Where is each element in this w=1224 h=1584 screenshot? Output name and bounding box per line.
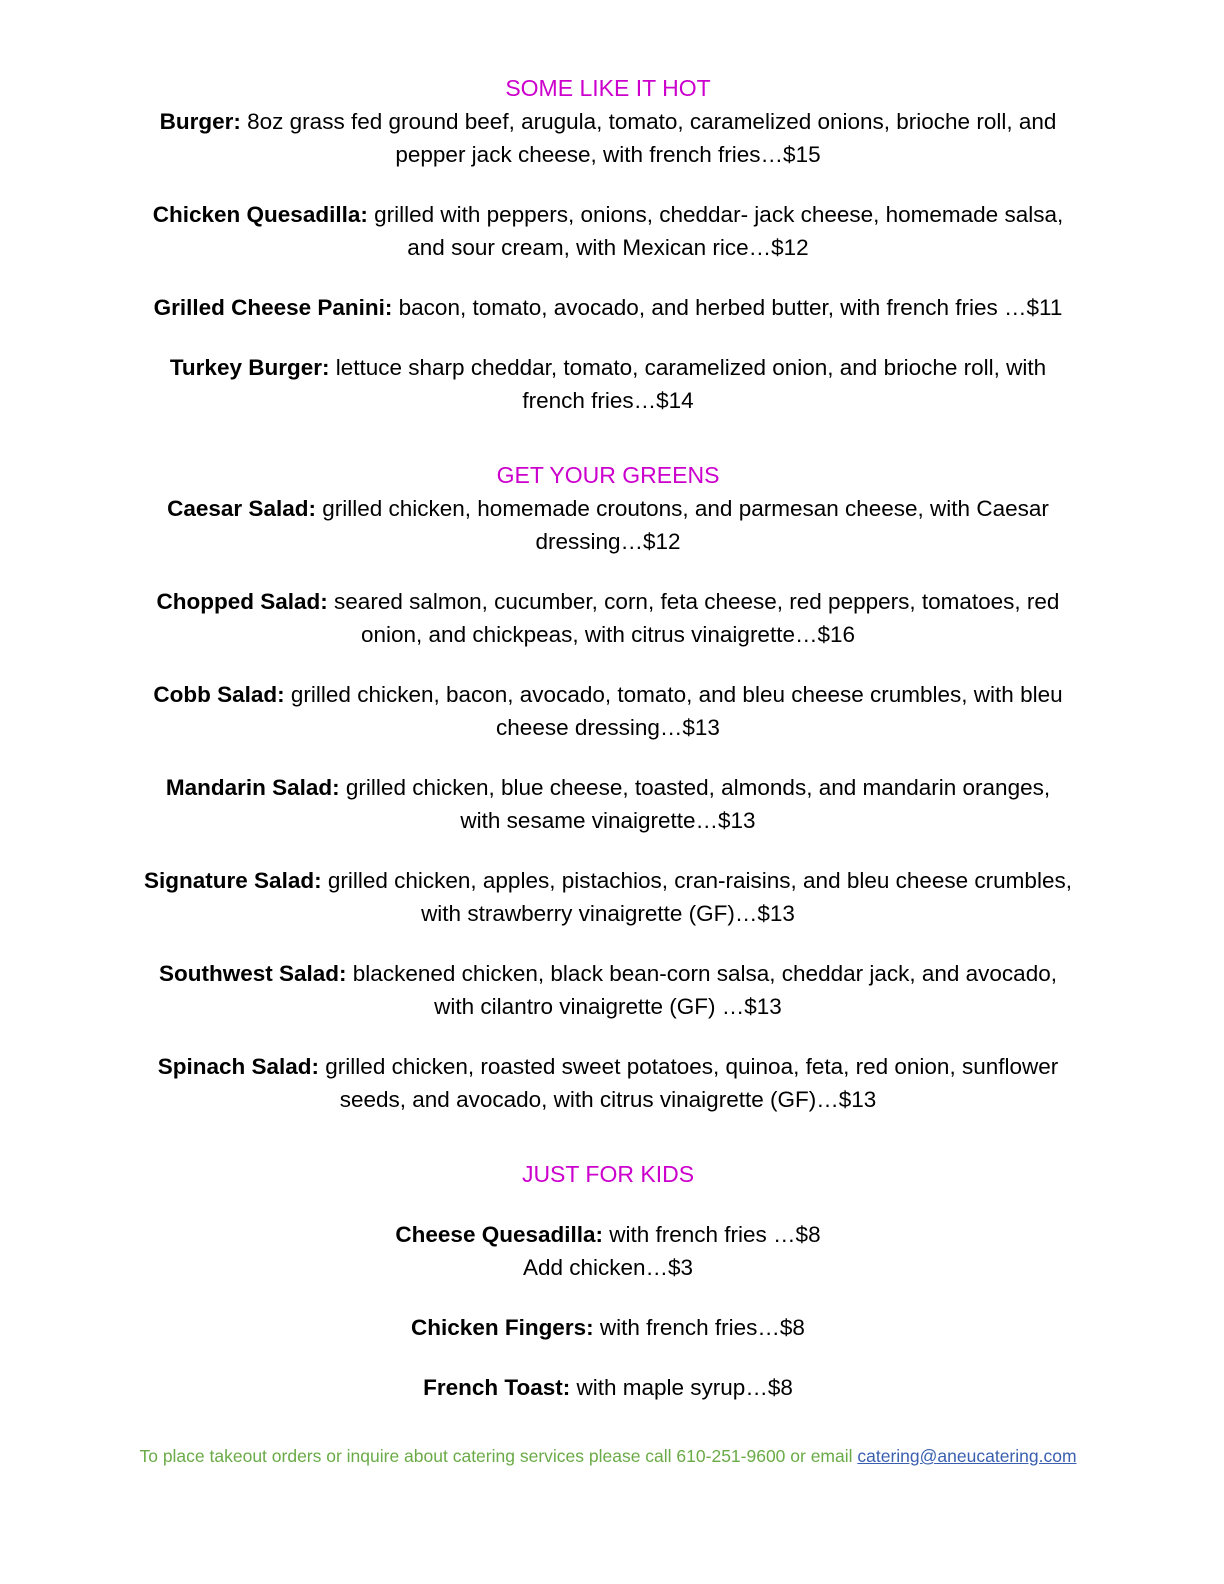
item-name: Cheese Quesadilla:: [395, 1222, 603, 1247]
item-description: seared salmon, cucumber, corn, feta cheese, red peppers, tomatoes, red: [327, 589, 1060, 614]
item-description-line-2: with cilantro vinaigrette (GF) …$13: [434, 994, 782, 1019]
menu-item-mandarin-salad: [108, 771, 1108, 837]
menu-item-caesar-salad: [108, 492, 1108, 558]
menu-page: [108, 72, 1108, 1404]
item-description-line-2: with strawberry vinaigrette (GF)…$13: [421, 901, 795, 926]
item-description: grilled chicken, roasted sweet potatoes, quinoa, feta, red onion, sunflower: [319, 1054, 1059, 1079]
item-description: grilled chicken, blue cheese, toasted, almonds, and mandarin oranges,: [339, 775, 1051, 800]
item-name: Cobb Salad:: [153, 682, 285, 707]
menu-item-french-toast: [108, 1371, 1108, 1404]
item-name: Grilled Cheese Panini:: [153, 295, 393, 320]
item-description: with french fries …$8: [603, 1222, 821, 1247]
item-description-line-2: onion, and chickpeas, with citrus vinaigrette…$16: [360, 622, 856, 647]
item-name: Signature Salad:: [144, 868, 322, 893]
item-name: Chicken Fingers:: [411, 1315, 594, 1340]
menu-item-chicken-fingers: [108, 1311, 1108, 1344]
item-description: grilled chicken, homemade croutons, and parmesan cheese, with Caesar: [315, 496, 1049, 521]
item-name: Burger:: [159, 109, 241, 134]
item-name: Turkey Burger:: [169, 355, 330, 380]
section-title-some-like-it-hot: SOME LIKE IT HOT: [505, 75, 711, 101]
email-link[interactable]: catering@aneucatering.com: [857, 1446, 1077, 1466]
menu-item-spinach-salad: [108, 1050, 1108, 1116]
item-description-line-2: seeds, and avocado, with citrus vinaigrette (GF)…$13: [339, 1087, 877, 1112]
item-name: Southwest Salad:: [159, 961, 347, 986]
menu-item-chicken-quesadilla: [108, 198, 1108, 264]
menu-item-turkey-burger: [108, 351, 1108, 417]
item-name: Spinach Salad:: [157, 1054, 320, 1079]
item-description: blackened chicken, black bean-corn salsa, cheddar jack, and avocado,: [346, 961, 1057, 986]
item-description-line-2: pepper jack cheese, with french fries…$15: [395, 142, 821, 167]
menu-item-chopped-salad: [108, 585, 1108, 651]
item-name: Chopped Salad:: [156, 589, 328, 614]
item-description: grilled chicken, apples, pistachios, cran-raisins, and bleu cheese crumbles,: [321, 868, 1072, 893]
item-addon: Add chicken…$3: [522, 1255, 694, 1280]
menu-item-cheese-quesadilla: [108, 1218, 1108, 1284]
item-description: grilled chicken, bacon, avocado, tomato, and bleu cheese crumbles, with bleu: [284, 682, 1063, 707]
item-description: 8oz grass fed ground beef, arugula, tomato, caramelized onions, brioche roll, and: [240, 109, 1057, 134]
item-description-line-2: and sour cream, with Mexican rice…$12: [407, 235, 809, 260]
footer-text: To place takeout orders or inquire about catering services please call 610-251-9600 or email: [139, 1446, 858, 1466]
item-description: with maple syrup…$8: [570, 1375, 793, 1400]
item-description-line-2: dressing…$12: [535, 529, 681, 554]
item-name: Chicken Quesadilla:: [152, 202, 368, 227]
menu-item-cobb-salad: [108, 678, 1108, 744]
item-name: French Toast:: [423, 1375, 571, 1400]
item-name: Mandarin Salad:: [165, 775, 340, 800]
item-description: bacon, tomato, avocado, and herbed butter, with french fries …$11: [392, 295, 1063, 320]
item-description: lettuce sharp cheddar, tomato, caramelized onion, and brioche roll, with: [329, 355, 1047, 380]
menu-item-southwest-salad: [108, 957, 1108, 1023]
item-description: grilled with peppers, onions, cheddar- jack cheese, homemade salsa,: [367, 202, 1064, 227]
item-name: Caesar Salad:: [167, 496, 316, 521]
item-description-line-2: with sesame vinaigrette…$13: [460, 808, 756, 833]
menu-item-signature-salad: [108, 864, 1108, 930]
item-description: with french fries…$8: [593, 1315, 805, 1340]
menu-item-grilled-cheese-panini: [108, 291, 1108, 324]
section-title-get-your-greens: GET YOUR GREENS: [496, 462, 720, 488]
section-title-just-for-kids: JUST FOR KIDS: [521, 1161, 695, 1187]
item-description-line-2: french fries…$14: [522, 388, 694, 413]
contact-footer: [108, 1443, 1108, 1469]
menu-item-burger: [108, 105, 1108, 171]
item-description-line-2: cheese dressing…$13: [496, 715, 720, 740]
